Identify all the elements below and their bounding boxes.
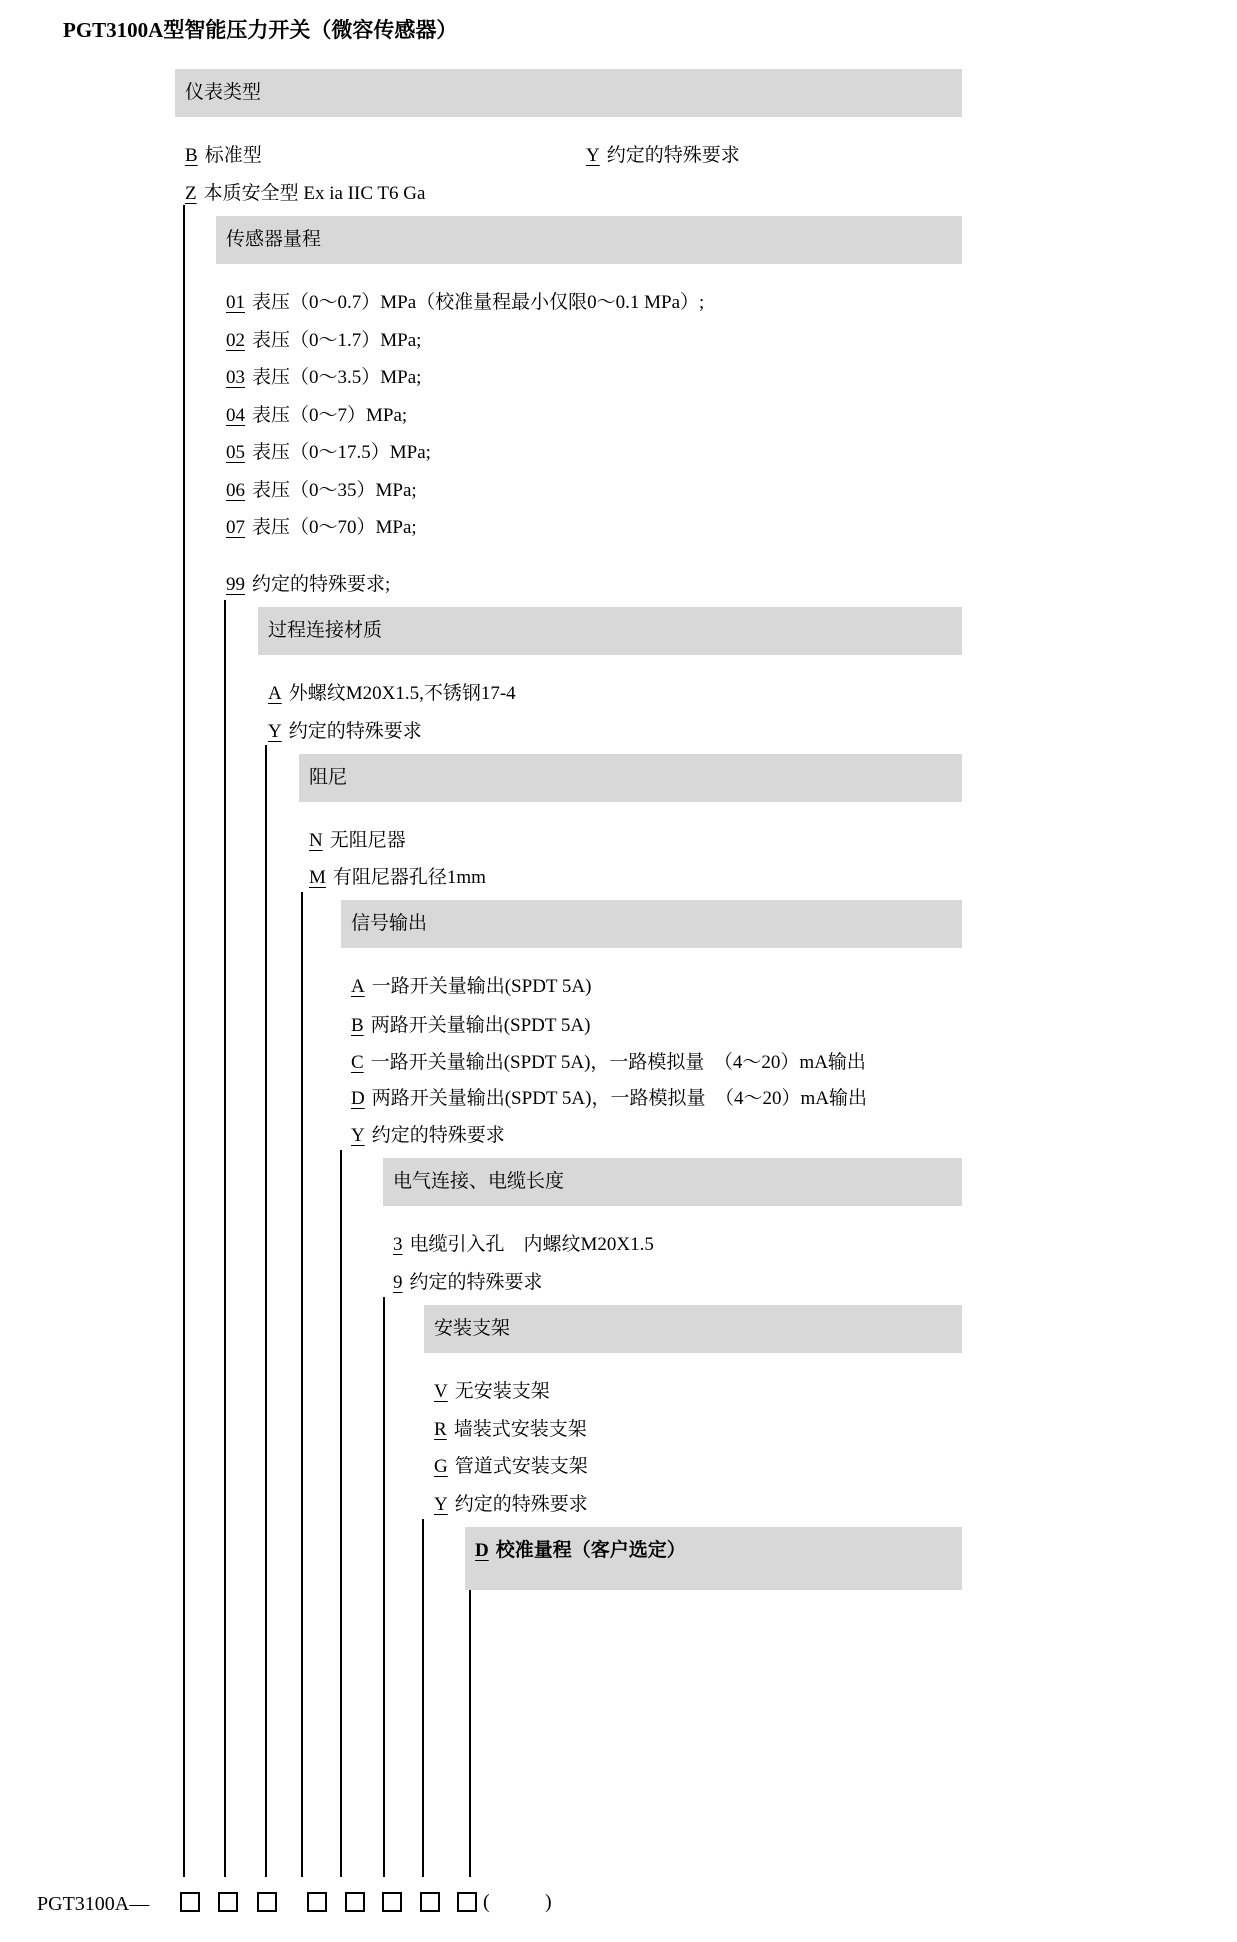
- option-row: [226, 287, 704, 314]
- section-bar-calibration-range: [465, 1527, 962, 1590]
- option-label: 约定的特殊要求: [288, 721, 422, 742]
- option-label: 墙装式安装支架: [453, 1419, 587, 1440]
- code-box-6: [382, 1892, 402, 1912]
- section-header-label: 校准量程（客户选定）: [495, 1540, 686, 1561]
- option-code: C: [351, 1052, 364, 1073]
- connector-line-8: [469, 1590, 471, 1877]
- option-code: A: [351, 976, 365, 997]
- page-title: PGT3100A型智能压力开关（微容传感器）: [63, 18, 458, 42]
- section-header-label: 仪表类型: [185, 82, 262, 103]
- option-label: 两路开关量输出(SPDT 5A): [370, 1015, 591, 1036]
- option-label: 两路开关量输出(SPDT 5A)，一路模拟量 （4～20）mA输出: [371, 1088, 867, 1109]
- option-row: [351, 971, 591, 998]
- code-box-1: [180, 1892, 200, 1912]
- section-header-label: 传感器量程: [226, 229, 322, 250]
- option-row: [309, 825, 406, 852]
- option-label: 约定的特殊要求: [371, 1125, 505, 1146]
- section-header-label: 过程连接材质: [268, 620, 383, 641]
- code-box-2: [218, 1892, 238, 1912]
- option-code: 9: [393, 1272, 403, 1293]
- paren-close: ): [545, 1891, 552, 1913]
- section-bar-instrument-type: [175, 69, 962, 117]
- section-bar-mounting-bracket: [424, 1305, 962, 1353]
- option-row: [185, 140, 262, 167]
- option-code: N: [309, 830, 323, 851]
- code-box-7: [420, 1892, 440, 1912]
- section-header-label: 信号输出: [351, 913, 428, 934]
- option-row: [268, 716, 422, 743]
- section-bar-signal-output: [341, 900, 962, 948]
- option-label: 一路开关量输出(SPDT 5A)，一路模拟量 （4～20）mA输出: [370, 1052, 866, 1073]
- option-row: [393, 1267, 543, 1294]
- section-bar-sensor-range: [216, 216, 962, 264]
- connector-line-2: [224, 600, 226, 1877]
- option-row: [226, 325, 421, 352]
- option-label: 表压（0～1.7）MPa;: [252, 330, 422, 351]
- code-box-5: [345, 1892, 365, 1912]
- option-code: A: [268, 683, 282, 704]
- option-row: [434, 1414, 587, 1441]
- option-code: 01: [226, 292, 245, 313]
- code-box-4: [307, 1892, 327, 1912]
- section-header-label: 安装支架: [434, 1318, 511, 1339]
- option-row: [268, 678, 516, 705]
- paren-open: (: [483, 1891, 490, 1913]
- section-bar-damping: [299, 754, 962, 802]
- option-label: 表压（0～0.7）MPa（校准量程最小仅限0～0.1 MPa）;: [252, 292, 705, 313]
- option-row: [434, 1451, 588, 1478]
- option-row: [226, 569, 390, 596]
- option-label: 管道式安装支架: [454, 1456, 588, 1477]
- option-row: [434, 1376, 550, 1403]
- option-code: Y: [586, 145, 600, 166]
- connector-line-6: [383, 1297, 385, 1877]
- option-code: Y: [351, 1125, 365, 1146]
- code-box-8: [457, 1892, 477, 1912]
- model-prefix: PGT3100A—: [37, 1893, 150, 1915]
- option-label: 本质安全型 Ex ia IIC T6 Ga: [203, 183, 426, 204]
- option-label: 约定的特殊要求;: [252, 574, 391, 595]
- special-option-row: [586, 140, 740, 167]
- option-code: B: [185, 145, 198, 166]
- connector-line-7: [422, 1519, 424, 1877]
- option-row: [351, 1120, 505, 1147]
- option-label: 无安装支架: [454, 1381, 550, 1402]
- option-label: 外螺纹M20X1.5,不锈钢17-4: [288, 683, 516, 704]
- option-label: 表压（0～70）MPa;: [252, 517, 417, 538]
- option-row: [351, 1083, 867, 1110]
- option-code: 05: [226, 442, 245, 463]
- option-row: [226, 475, 417, 502]
- option-row: [434, 1489, 588, 1516]
- option-code: 03: [226, 367, 245, 388]
- section-header-label: 电气连接、电缆长度: [393, 1171, 565, 1192]
- option-row: [226, 437, 431, 464]
- option-label: 约定的特殊要求: [606, 145, 740, 166]
- connector-line-1: [183, 205, 185, 1877]
- section-header-label: 阻尼: [309, 767, 348, 788]
- code-box-3: [257, 1892, 277, 1912]
- option-code: M: [309, 867, 326, 888]
- option-row: [351, 1010, 590, 1037]
- option-code: Y: [268, 721, 282, 742]
- option-code: D: [351, 1088, 365, 1109]
- section-bar-electrical-connection: [383, 1158, 962, 1206]
- option-code: D: [475, 1540, 489, 1561]
- option-row: [351, 1047, 866, 1074]
- option-label: 电缆引入孔 内螺纹M20X1.5: [409, 1234, 654, 1255]
- option-row: [185, 178, 425, 205]
- connector-line-3: [265, 745, 267, 1877]
- option-label: 一路开关量输出(SPDT 5A): [371, 976, 592, 997]
- option-code: 07: [226, 517, 245, 538]
- option-label: 约定的特殊要求: [409, 1272, 543, 1293]
- option-code: Z: [185, 183, 197, 204]
- option-code: 06: [226, 480, 245, 501]
- option-label: 标准型: [204, 145, 262, 166]
- option-code: B: [351, 1015, 364, 1036]
- option-code: 99: [226, 574, 245, 595]
- option-code: 04: [226, 405, 245, 426]
- option-code: 3: [393, 1234, 403, 1255]
- option-row: [226, 512, 417, 539]
- option-row: [226, 400, 407, 427]
- option-label: 有阻尼器孔径1mm: [332, 867, 486, 888]
- option-code: R: [434, 1419, 447, 1440]
- option-label: 表压（0～35）MPa;: [252, 480, 417, 501]
- option-label: 表压（0～17.5）MPa;: [252, 442, 431, 463]
- option-label: 表压（0～7）MPa;: [252, 405, 408, 426]
- option-label: 约定的特殊要求: [454, 1494, 588, 1515]
- option-label: 无阻尼器: [329, 830, 406, 851]
- option-row: [393, 1229, 654, 1256]
- option-label: 表压（0～3.5）MPa;: [252, 367, 422, 388]
- connector-line-4: [301, 892, 303, 1877]
- option-row: [226, 362, 421, 389]
- option-code: 02: [226, 330, 245, 351]
- option-code: Y: [434, 1494, 448, 1515]
- option-code: G: [434, 1456, 448, 1477]
- section-bar-process-connection: [258, 607, 962, 655]
- option-code: V: [434, 1381, 448, 1402]
- option-row: [309, 862, 486, 889]
- connector-line-5: [340, 1150, 342, 1877]
